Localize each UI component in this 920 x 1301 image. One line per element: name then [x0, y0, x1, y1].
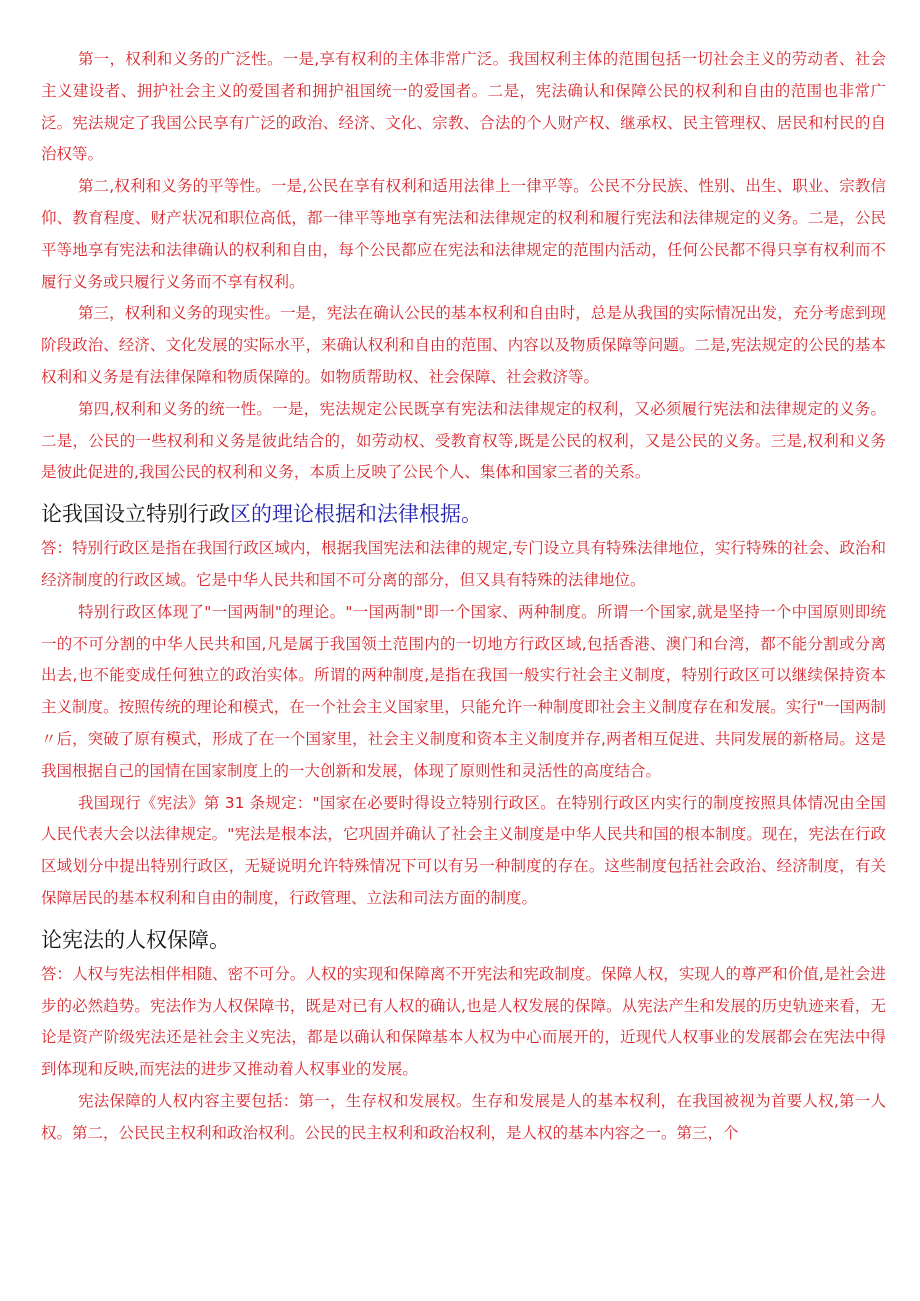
section2-paragraph: 特别行政区体现了"一国两制"的理论。"一国两制"即一个国家、两种制度。所谓一个国家,就是坚持一个中国原则即统一的不可分割的中华人民共和国,凡是属于我国领土范围内的一切地方行政区域,包括香港、澳门和台湾，都不能分割或分离出去,也不能变成任何独立的政治实体。所谓的两种制度,是指在我国一般实行社会主义制度，特别行政区可以继续保持资本主义制度。按照传统的理论和模式，在一个社会主义国家里，只能允许一种制度即社会主义制度存在和发展。实行"一国两制〃后，突破了原有模式，形成了在一个国家里，社会主义制度和资本主义制度并存,两者相互促进、共同发展的新格局。这是我国根据自己的国情在国家制度上的一大创新和发展，体现了原则性和灵活性的高度结合。: [41, 602, 886, 780]
section1-paragraph: 第四,权利和义务的统一性。一是，宪法规定公民既享有宪法和法律规定的权利，又必须履行宪法和法律规定的义务。二是，公民的一些权利和义务是彼此结合的，如劳动权、受教育权等,既是公民的权利，又是公民的义务。三是,权利和义务是彼此促进的,我国公民的权利和义务，本质上反映了公民个人、集体和国家三者的关系。: [41, 399, 886, 482]
section1-paragraph: 第二,权利和义务的平等性。一是,公民在享有权利和适用法律上一律平等。公民不分民族、性别、出生、职业、宗教信仰、教育程度、财产状况和职位高低，都一律平等地享有宪法和法律规定的权利和履行宪法和法律规定的义务。二是，公民平等地享有宪法和法律确认的权利和自由，每个公民都应在宪法和法律规定的范围内活动，任何公民都不得只享有权利而不履行义务或只履行义务而不享有权利。: [41, 177, 886, 291]
section1-paragraph: 第三，权利和义务的现实性。一是，宪法在确认公民的基本权利和自由时，总是从我国的实际情况出发，充分考虑到现阶段政治、经济、文化发展的实际水平，来确认权利和自由的范围、内容以及物质保障等问题。二是,宪法规定的公民的基本权利和义务是有法律保障和物质保障的。如物质帮助权、社会保障、社会救济等。: [41, 304, 886, 386]
section3-answer: 答：人权与宪法相伴相随、密不可分。人权的实现和保障离不开宪法和宪政制度。保障人权，实现人的尊严和价值,是社会进步的必然趋势。宪法作为人权保障书，既是对已有人权的确认,也是人权发展的保障。从宪法产生和发展的历史轨迹来看，无论是资产阶级宪法还是社会主义宪法，都是以确认和保障基本人权为中心而展开的，近现代人权事业的发展都会在宪法中得到体现和反映,而宪法的进步又推动着人权事业的发展。: [41, 964, 886, 1079]
section1-paragraph: 第一，权利和义务的广泛性。一是,享有权利的主体非常广泛。我国权利主体的范围包括一切社会主义的劳动者、社会主义建设者、拥护社会主义的爱国者和拥护祖国统一的爱国者。二是，宪法确认和保障公民的权利和自由的范围也非常广泛。宪法规定了我国公民享有广泛的政治、经济、文化、宗教、合法的个人财产权、继承权、民主管理权、居民和村民的自治权等。: [41, 50, 886, 164]
section3-heading: 论宪法的人权保障。: [41, 927, 230, 952]
section2-heading-part2: 区的理论根据和法律根据。: [230, 502, 482, 527]
section2-answer: 答：特别行政区是指在我国行政区域内，根据我国宪法和法律的规定,专门设立具有特殊法律地位，实行特殊的社会、政治和经济制度的行政区域。它是中华人民共和国不可分离的部分，但又具有特殊的法律地位。: [41, 539, 886, 589]
section2-heading-part1: 论我国设立特别行政: [41, 502, 230, 527]
section3-paragraph: 宪法保障的人权内容主要包括：第一，生存权和发展权。生存和发展是人的基本权利，在我国被视为首要人权,第一人权。第二，公民民主权利和政治权利。公民的民主权利和政治权利，是人权的基本内容之一。第三，个: [41, 1091, 886, 1142]
document-page: [41, 44, 886, 1150]
section2-heading: [41, 497, 886, 531]
section2-paragraph: 我国现行《宪法》第 31 条规定："国家在必要时得设立特别行政区。在特别行政区内实行的制度按照具体情况由全国人民代表大会以法律规定。"宪法是根本法，它巩固并确认了社会主义制度是中华人民共和国的根本制度。现在，宪法在行政区域划分中提出特别行政区，无疑说明允许特殊情况下可以有另一种制度的存在。这些制度包括社会政治、经济制度，有关保障居民的基本权利和自由的制度，行政管理、立法和司法方面的制度。: [41, 793, 886, 907]
